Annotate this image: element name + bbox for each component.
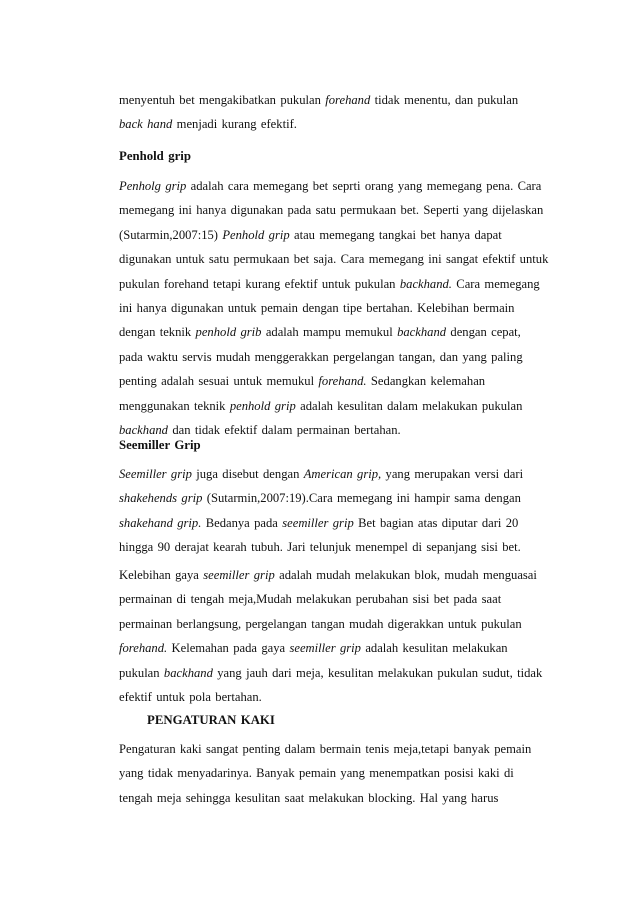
text-line <box>119 198 559 222</box>
text-run: Kelebihan gaya <box>119 568 204 582</box>
heading-penhold-grip: Penhold grip <box>119 149 191 163</box>
text-run: permainan berlangsung, pergelangan tangan mudah digerakkan untuk pukulan <box>119 616 522 631</box>
paragraph-3 <box>119 462 559 560</box>
text-line <box>119 737 559 761</box>
text-run: yang merupakan versi dari <box>381 467 524 481</box>
text-run: adalah kesulitan melakukan <box>360 641 508 656</box>
heading-pengaturan-kaki: PENGATURAN KAKI <box>147 713 275 727</box>
text-run: permainan di tengah meja,Mudah melakukan perubahan sisi bet pada saat <box>119 592 502 607</box>
italic-term: forehand <box>325 93 371 107</box>
text-run: Kelemahan pada gaya <box>167 641 290 656</box>
text-run: Pengaturan kaki sangat penting dalam bermain tenis meja,tetapi banyak pemain <box>119 742 532 756</box>
text-run: yang tidak menyadarinya. Banyak pemain yang menempatkan posisi kaki di <box>119 766 514 781</box>
text-run: dengan teknik <box>119 325 196 340</box>
text-run: pukulan forehand tetapi kurang efektif untuk pukulan <box>119 276 400 291</box>
text-run: pukulan <box>119 665 164 680</box>
text-run: tengah meja sehingga kesulitan saat melakukan blocking. Hal yang harus <box>119 790 499 805</box>
text-run: tidak menentu, dan pukulan <box>370 93 519 107</box>
text-line <box>119 661 559 685</box>
text-run: (Sutarmin,2007:19).Cara memegang ini hampir sama dengan <box>202 491 521 506</box>
paragraph-5 <box>119 737 559 810</box>
text-run: atau memegang tangkai bet hanya dapat <box>289 227 502 242</box>
italic-term: back hand <box>119 117 173 132</box>
text-line <box>119 535 559 559</box>
text-line <box>119 587 559 611</box>
italic-term: forehand. <box>318 374 367 389</box>
text-line <box>119 462 559 486</box>
text-line <box>119 345 559 369</box>
text-run: dan tidak efektif dalam permainan bertahan. <box>167 422 401 437</box>
text-line <box>119 636 559 660</box>
italic-term: backhand <box>163 665 213 680</box>
text-run: menggunakan teknik <box>119 398 230 413</box>
text-line <box>119 511 559 535</box>
paragraph-2 <box>119 174 559 442</box>
text-run: juga disebut dengan <box>191 467 304 481</box>
text-run: penting adalah sesuai untuk memukul <box>119 374 319 389</box>
italic-term: penhold grib <box>195 325 262 340</box>
text-line <box>119 272 559 296</box>
text-run: menjadi kurang efektif. <box>172 117 297 132</box>
text-line <box>119 88 559 112</box>
text-run: adalah mampu memukul <box>261 325 398 340</box>
italic-term: shakehand grip. <box>119 515 202 530</box>
paragraph-1 <box>119 88 559 137</box>
text-run: ini hanya digunakan untuk pemain dengan tipe bertahan. Kelebihan bermain <box>119 300 515 315</box>
text-run: Bedanya pada <box>201 515 283 530</box>
text-run: Bet bagian atas diputar dari 20 <box>353 515 519 530</box>
text-run: menyentuh bet mengakibatkan pukulan <box>119 93 326 107</box>
text-line <box>119 320 559 344</box>
text-run: digunakan untuk satu permukaan bet saja. Cara memegang ini sangat efektif untuk <box>119 252 549 267</box>
text-line <box>119 174 559 198</box>
italic-term: seemiller grip <box>289 641 361 656</box>
text-run: yang jauh dari meja, kesulitan melakukan pukulan sudut, tidak <box>212 665 543 680</box>
paragraph-4 <box>119 563 559 709</box>
italic-term: backhand. <box>399 276 452 291</box>
text-line <box>119 369 559 393</box>
text-line <box>119 685 559 709</box>
text-line <box>119 223 559 247</box>
text-run: Cara memegang <box>451 276 540 291</box>
text-line <box>119 612 559 636</box>
text-run: dengan cepat, <box>446 325 521 340</box>
text-run: adalah cara memegang bet seprti orang yang memegang pena. Cara <box>186 179 542 193</box>
heading-seemiller-grip: Seemiller Grip <box>119 438 201 452</box>
text-line <box>119 394 559 418</box>
text-line <box>119 296 559 320</box>
text-line <box>119 761 559 785</box>
italic-term: Penhold grip <box>222 227 290 242</box>
italic-term: American grip, <box>303 467 382 481</box>
text-run: (Sutarmin,2007:15) <box>119 227 223 242</box>
text-line <box>119 786 559 810</box>
italic-term: seemiller grip <box>203 568 275 582</box>
text-run: adalah kesulitan dalam melakukan pukulan <box>295 398 523 413</box>
text-run: memegang ini hanya digunakan pada satu permukaan bet. Seperti yang dijelaskan <box>119 203 544 218</box>
text-line <box>119 486 559 510</box>
italic-term: backhand <box>119 422 168 437</box>
italic-term: Seemiller grip <box>119 467 192 481</box>
italic-term: backhand <box>397 325 447 340</box>
text-line <box>119 563 559 587</box>
italic-term: forehand. <box>119 641 168 656</box>
text-run: efektif untuk pola bertahan. <box>119 689 262 704</box>
text-line <box>119 112 559 136</box>
italic-term: shakehends grip <box>119 491 203 506</box>
italic-term: Penholg grip <box>119 179 187 193</box>
text-run: adalah mudah melakukan blok, mudah menguasai <box>274 568 537 582</box>
italic-term: seemiller grip <box>282 515 354 530</box>
text-run: Sedangkan kelemahan <box>366 374 486 389</box>
italic-term: penhold grip <box>229 398 296 413</box>
text-run: pada waktu servis mudah menggerakkan pergelangan tangan, dan yang paling <box>119 349 523 364</box>
text-run: hingga 90 derajat kearah tubuh. Jari telunjuk menempel di sepanjang sisi bet. <box>119 540 521 555</box>
text-line <box>119 247 559 271</box>
